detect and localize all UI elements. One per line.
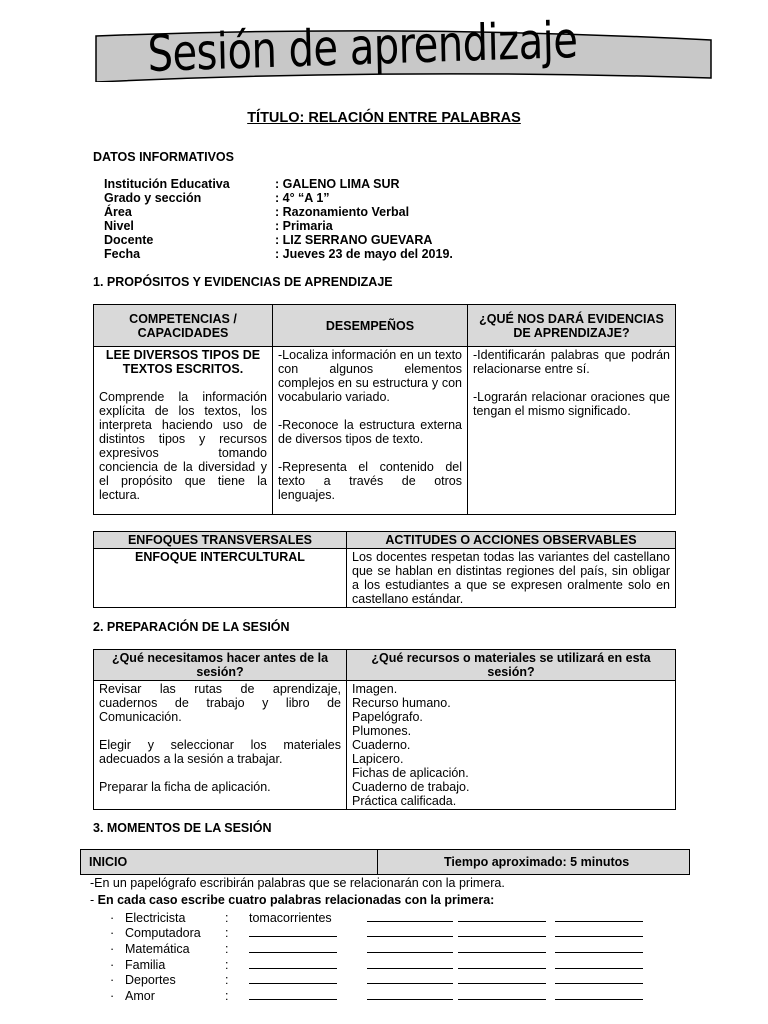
bullet: ·: [110, 926, 115, 941]
task-line: [90, 893, 494, 907]
word-colon: :: [225, 957, 229, 972]
answer-blank[interactable]: [555, 973, 643, 984]
word-row: [110, 987, 643, 1003]
word-row: [110, 925, 643, 941]
word-label: Amor: [125, 989, 155, 1004]
recursos-cell: [347, 681, 676, 810]
word-label: Familia: [125, 957, 166, 972]
recurso-item: Plumones.: [352, 724, 412, 738]
section2-heading: 2. PREPARACIÓN DE LA SESIÓN: [93, 620, 290, 634]
datos-label: Grado y sección: [104, 191, 202, 205]
enfoques-table: [93, 531, 676, 608]
desempeno-item: -Representa el contenido del texto a través de otros lenguajes.: [278, 460, 462, 502]
inicio-bar: [80, 849, 690, 875]
antes-cell: [94, 681, 347, 810]
page-title: TÍTULO: RELACIÓN ENTRE PALABRAS: [247, 110, 521, 126]
word-colon: :: [225, 973, 229, 988]
header-recursos: ¿Qué recursos o materiales se utilizará en esta sesión?: [347, 650, 676, 681]
answer-blank[interactable]: [458, 926, 546, 937]
session-banner: [95, 11, 712, 84]
datos-value: : Jueves 23 de mayo del 2019.: [275, 247, 453, 261]
word-colon: :: [225, 989, 229, 1004]
word-colon: :: [225, 926, 229, 941]
evidencia-item: -Identificarán palabras que podrán relacionarse entre sí.: [473, 348, 670, 376]
datos-value: : Razonamiento Verbal: [275, 205, 410, 219]
recurso-item: Cuaderno.: [352, 738, 411, 752]
answer-blank[interactable]: [249, 926, 337, 937]
answer-blank[interactable]: [367, 911, 453, 922]
datos-value: : Primaria: [275, 219, 333, 233]
datos-table: [104, 177, 453, 261]
answer-blank[interactable]: [367, 989, 453, 1000]
datos-value: : GALENO LIMA SUR: [275, 177, 400, 191]
recurso-item: Papelógrafo.: [352, 710, 423, 724]
recurso-item: Cuaderno de trabajo.: [352, 780, 470, 794]
datos-row: [104, 191, 453, 205]
header-actitudes: ACTITUDES O ACCIONES OBSERVABLES: [347, 532, 676, 549]
bullet: ·: [110, 942, 115, 957]
word-colon: :: [225, 910, 229, 925]
datos-heading: DATOS INFORMATIVOS: [93, 150, 234, 164]
header-evidencias: ¿QUÉ NOS DARÁ EVIDENCIAS DE APRENDIZAJE?: [468, 305, 676, 347]
datos-row: [104, 247, 453, 261]
recurso-item: Imagen.: [352, 682, 398, 696]
word-label: Computadora: [125, 926, 201, 941]
answer-blank[interactable]: [555, 989, 643, 1000]
datos-row: [104, 233, 453, 247]
datos-row: [104, 219, 453, 233]
preparacion-table: [93, 649, 676, 810]
word-row: [110, 972, 643, 988]
datos-label: Nivel: [104, 219, 134, 233]
desempenos-cell: [273, 347, 468, 515]
word-label: Electricista: [125, 910, 186, 925]
desempeno-item: -Reconoce la estructura externa de diversos tipos de texto.: [278, 418, 462, 446]
bullet: ·: [110, 910, 115, 925]
evidencias-cell: [468, 347, 676, 515]
banner-title: Sesión de aprendizaje: [147, 11, 578, 84]
recurso-item: Práctica calificada.: [352, 794, 457, 808]
answer-blank[interactable]: [555, 942, 643, 953]
datos-value: : LIZ SERRANO GUEVARA: [275, 233, 433, 247]
answer-blank[interactable]: [555, 926, 643, 937]
datos-row: [104, 177, 453, 191]
propositos-table: [93, 304, 676, 515]
answer-blank[interactable]: [367, 942, 453, 953]
datos-label: Área: [104, 205, 132, 219]
datos-row: [104, 205, 453, 219]
task-dash: -: [90, 893, 98, 907]
header-competencias: COMPETENCIAS / CAPACIDADES: [94, 305, 273, 347]
word-row: [110, 940, 643, 956]
answer-blank[interactable]: [249, 989, 337, 1000]
competencia-title: LEE DIVERSOS TIPOS DE TEXTOS ESCRITOS.: [105, 348, 261, 376]
desempeno-item: -Localiza información en un texto con algunos elementos complejos en su estructura y con vocabulario variado.: [278, 348, 462, 404]
answer-blank[interactable]: [555, 958, 643, 969]
bullet: ·: [110, 957, 115, 972]
answer-blank[interactable]: [367, 973, 453, 984]
datos-value: : 4° “A 1”: [275, 191, 330, 205]
recurso-item: Lapicero.: [352, 752, 404, 766]
competencia-text: Comprende la información explícita de los textos, los interpreta haciendo uso de distintos tipos y recursos expresivos tomando conciencia de la diversidad y el propósito que tiene la lectura.: [99, 390, 267, 502]
answer-blank[interactable]: [367, 958, 453, 969]
header-enfoques: ENFOQUES TRANSVERSALES: [94, 532, 347, 549]
bullet: ·: [110, 973, 115, 988]
recurso-item: Recurso humano.: [352, 696, 451, 710]
antes-item: Preparar la ficha de aplicación.: [99, 780, 271, 794]
datos-label: Institución Educativa: [104, 177, 230, 191]
datos-label: Fecha: [104, 247, 141, 261]
competencias-cell: [94, 347, 273, 515]
tiempo-label: Tiempo aproximado: 5 minutos: [444, 855, 630, 869]
instruction-line: -En un papelógrafo escribirán palabras que se relacionarán con la primera.: [90, 876, 505, 890]
inicio-label: INICIO: [81, 850, 378, 874]
header-desempenos: DESEMPEÑOS: [273, 305, 468, 347]
evidencia-item: -Lograrán relacionar oraciones que tengan el mismo significado.: [473, 390, 670, 418]
answer-blank[interactable]: [458, 989, 546, 1000]
answer-blank[interactable]: [458, 958, 546, 969]
answer-blank[interactable]: [458, 973, 546, 984]
answer-blank[interactable]: [458, 942, 546, 953]
answer-blank[interactable]: [367, 926, 453, 937]
word-colon: :: [225, 942, 229, 957]
answer-blank[interactable]: [249, 942, 337, 953]
answer-blank[interactable]: [249, 973, 337, 984]
answer-blank[interactable]: [249, 958, 337, 969]
section3-heading: 3. MOMENTOS DE LA SESIÓN: [93, 821, 272, 835]
antes-item: Revisar las rutas de aprendizaje, cuadernos de trabajo y libro de Comunicación.: [99, 682, 341, 724]
enfoque-cell: ENFOQUE INTERCULTURAL: [94, 549, 347, 608]
actitud-cell: Los docentes respetan todas las variantes del castellano que se hablan en distintas regiones del país, sin obligar a los estudiantes a que se expresen oralmente solo en castellano estándar.: [347, 549, 676, 608]
word-label: Deportes: [125, 973, 176, 988]
word-row: [110, 909, 643, 925]
answer-blank[interactable]: [458, 911, 546, 922]
header-antes: ¿Qué necesitamos hacer antes de la sesión?: [94, 650, 347, 681]
task-text: En cada caso escribe cuatro palabras relacionadas con la primera:: [97, 893, 495, 907]
answer-blank[interactable]: [555, 911, 643, 922]
antes-item: Elegir y seleccionar los materiales adecuados a la sesión a trabajar.: [99, 738, 341, 766]
word-answer: tomacorrientes: [249, 910, 332, 925]
datos-label: Docente: [104, 233, 154, 247]
word-row: [110, 956, 643, 972]
recurso-item: Fichas de aplicación.: [352, 766, 469, 780]
word-label: Matemática: [125, 942, 190, 957]
word-list: [110, 909, 643, 1003]
bullet: ·: [110, 989, 115, 1004]
section1-heading: 1. PROPÓSITOS Y EVIDENCIAS DE APRENDIZAJE: [93, 275, 393, 289]
